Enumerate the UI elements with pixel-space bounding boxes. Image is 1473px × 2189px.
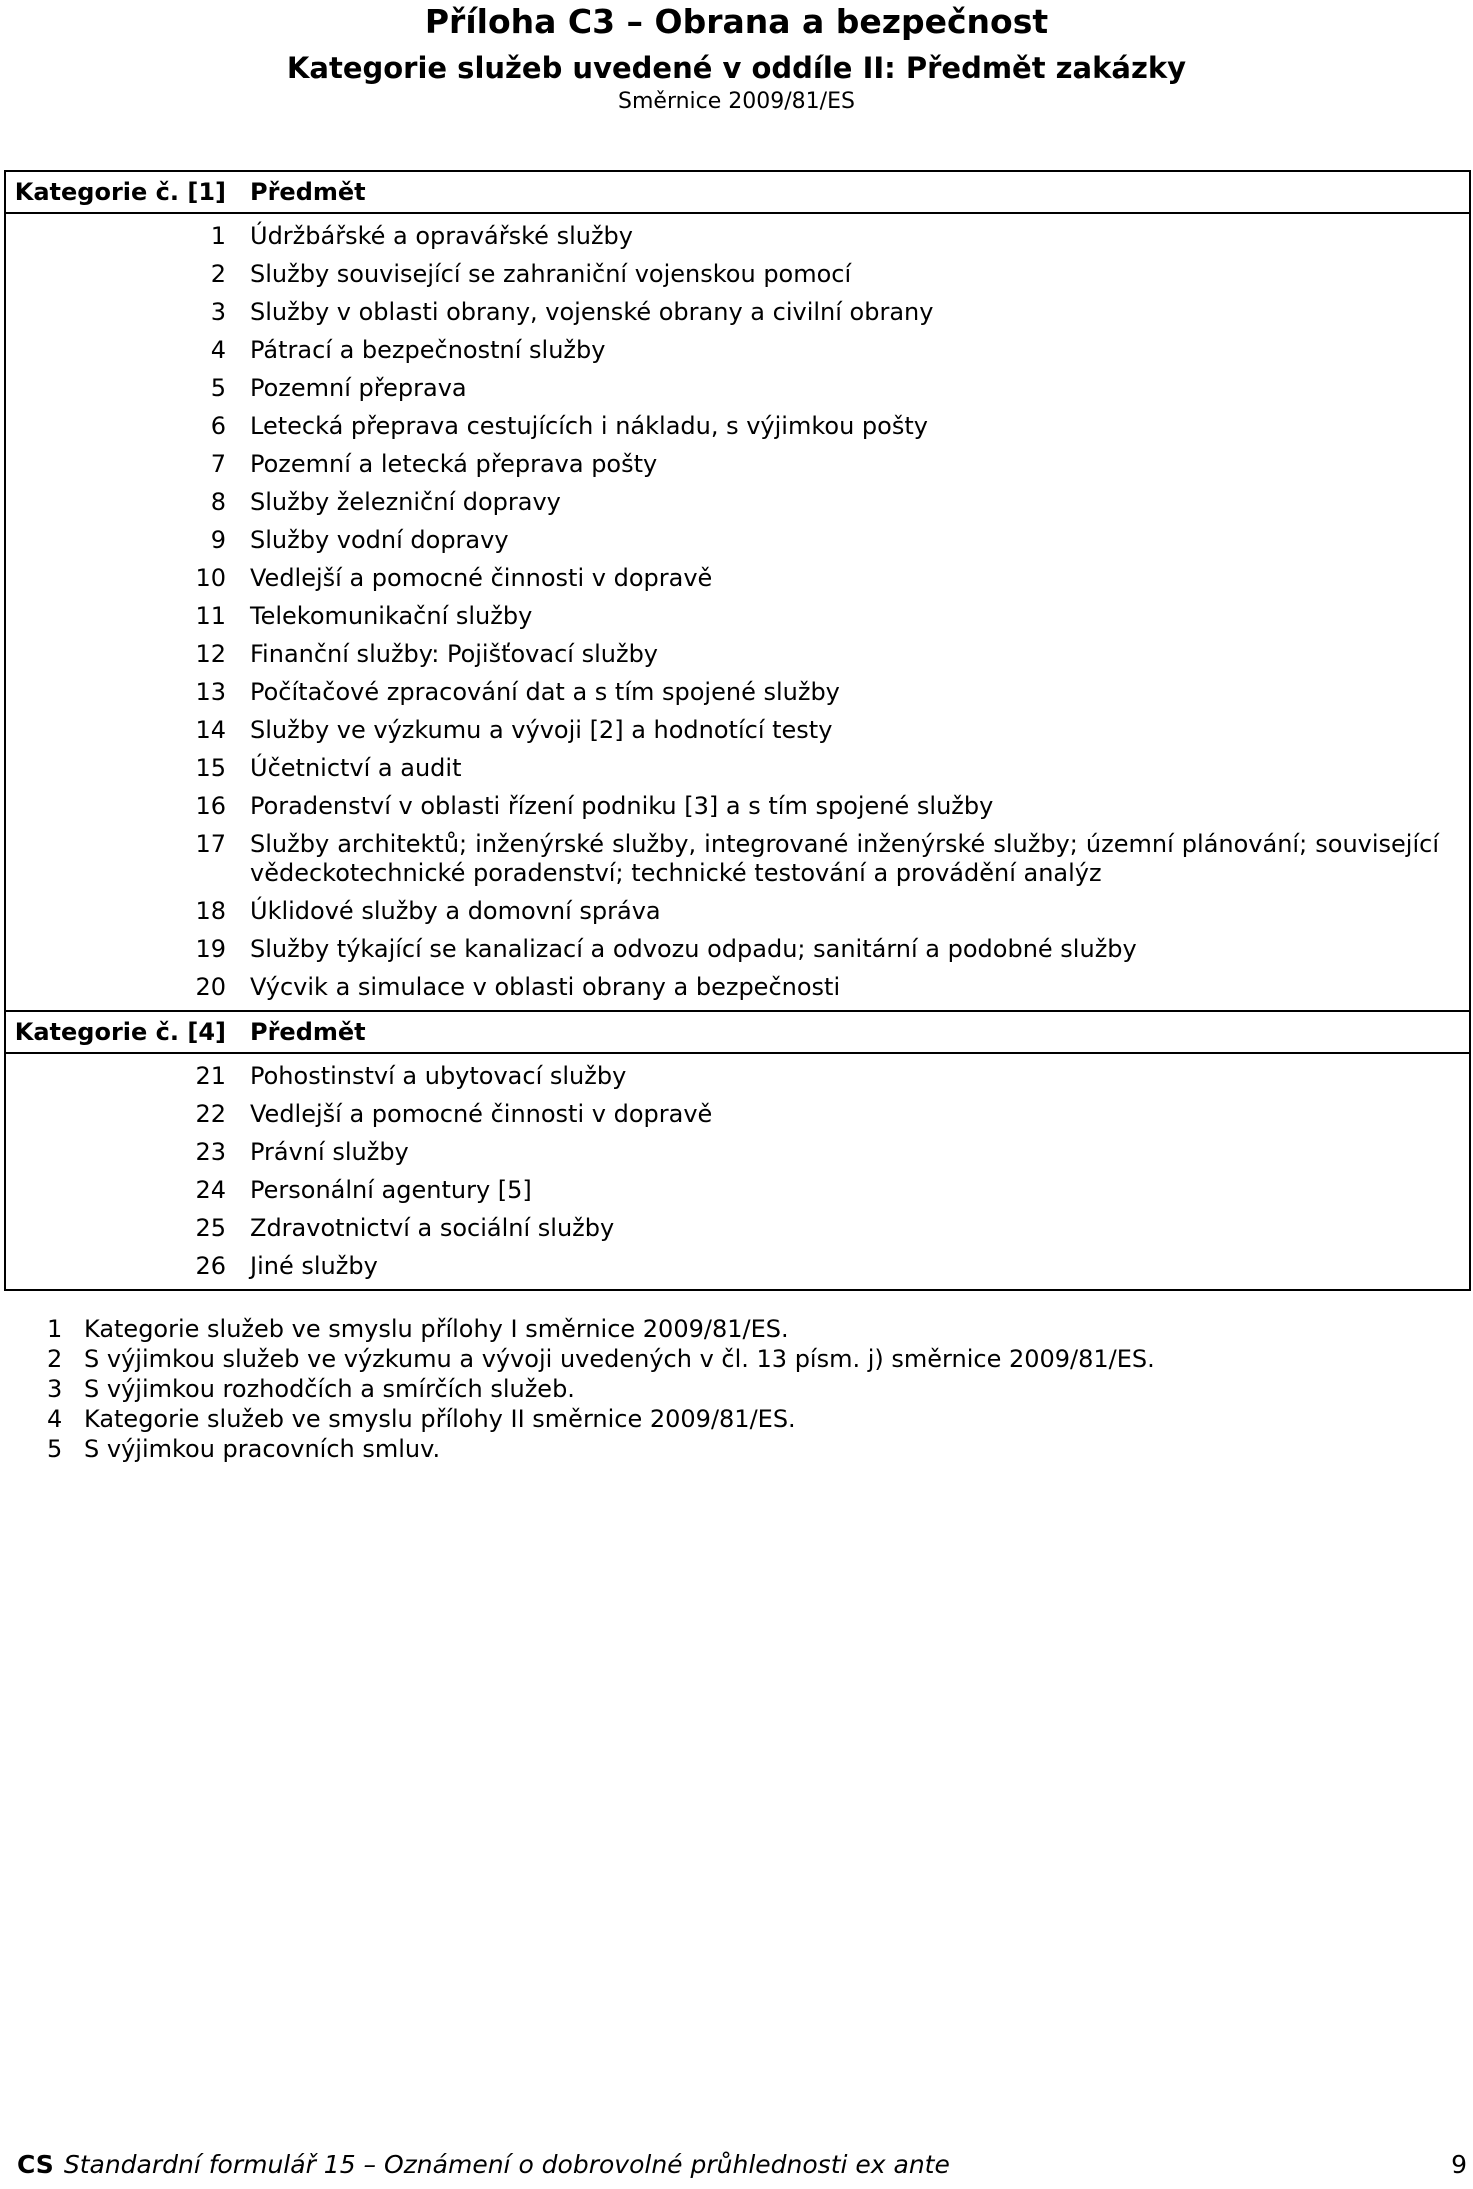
category-number: 21 [195,1062,226,1090]
service-categories-table [4,170,1471,1291]
footnote [47,1374,1427,1404]
table-row [5,256,1470,294]
category-subject: Pohostinství a ubytovací služby [250,1062,627,1090]
category-subject: Vedlejší a pomocné činnosti v dopravě [250,1100,713,1128]
category-number: 14 [195,716,226,744]
footnote-text: Kategorie služeb ve smyslu přílohy I směrnice 2009/81/ES. [84,1315,789,1343]
directive-reference: Směrnice 2009/81/ES [618,89,855,114]
category-subject: Telekomunikační služby [250,602,533,630]
footnote-text: Kategorie služeb ve smyslu přílohy II směrnice 2009/81/ES. [84,1405,796,1433]
table-row [5,522,1470,560]
footnote-number: 5 [47,1435,63,1463]
table-header-row [5,1011,1470,1053]
category-subject: Služby související se zahraniční vojenskou pomocí [250,260,852,288]
table-row [5,931,1470,969]
table-row [5,893,1470,931]
category-subject: Služby ve výzkumu a vývoji [2] a hodnotící testy [250,716,833,744]
footnote-number: 2 [47,1345,63,1373]
table-row [5,598,1470,636]
category-number: 18 [195,897,226,925]
category-column-header: Kategorie č. [4] [5,1011,250,1053]
category-number: 1 [210,222,226,250]
table-row [5,213,1470,256]
category-subject: Právní služby [250,1138,409,1166]
page-footer [17,2150,1467,2180]
category-subject: Poradenství v oblasti řízení podniku [3] a s tím spojené služby [250,792,994,820]
subject-column-header: Předmět [250,1011,1470,1053]
footnote [47,1344,1427,1374]
table-row [5,560,1470,598]
category-number: 7 [210,450,226,478]
footnote [47,1404,1427,1434]
category-number: 17 [195,830,226,858]
table-row [5,969,1470,1011]
table-row [5,370,1470,408]
category-number: 26 [195,1252,226,1280]
category-subject: Pozemní přeprava [250,374,467,402]
table-row [5,1248,1470,1290]
table-row [5,484,1470,522]
table-row [5,408,1470,446]
category-number: 8 [210,488,226,516]
category-subject: Pozemní a letecká přeprava pošty [250,450,658,478]
category-subject: Služby týkající se kanalizací a odvozu odpadu; sanitární a podobné služby [250,935,1137,963]
category-subject: Zdravotnictví a sociální služby [250,1214,615,1242]
category-subject: Jiné služby [250,1252,378,1280]
subject-column-header: Předmět [250,171,1470,213]
category-number: 10 [195,564,226,592]
category-number: 2 [210,260,226,288]
category-subject: Údržbářské a opravářské služby [250,222,633,250]
table-row [5,788,1470,826]
footnote-text: S výjimkou služeb ve výzkumu a vývoji uvedených v čl. 13 písm. j) směrnice 2009/81/ES. [84,1345,1155,1373]
table-row [5,1096,1470,1134]
category-subject: Služby vodní dopravy [250,526,509,554]
form-title: Standardní formulář 15 – Oznámení o dobrovolné průhlednosti ex ante [63,2150,950,2179]
table-row [5,332,1470,370]
category-subject: Účetnictví a audit [250,754,462,782]
footnote-number: 3 [47,1375,63,1403]
table-row [5,826,1470,893]
table-row [5,1210,1470,1248]
footnote-number: 1 [47,1315,63,1343]
category-number: 24 [195,1176,226,1204]
table-row [5,1172,1470,1210]
table-row [5,636,1470,674]
category-subject: Počítačové zpracování dat a s tím spojené služby [250,678,840,706]
footnote [47,1434,1427,1464]
category-number: 13 [195,678,226,706]
category-column-header: Kategorie č. [1] [5,171,250,213]
category-subject: Výcvik a simulace v oblasti obrany a bezpečnosti [250,973,841,1001]
table-row [5,294,1470,332]
category-number: 11 [195,602,226,630]
footnote-text: S výjimkou rozhodčích a smírčích služeb. [84,1375,575,1403]
table-row [5,674,1470,712]
footnote [47,1314,1427,1344]
category-number: 16 [195,792,226,820]
category-subject: Pátrací a bezpečnostní služby [250,336,606,364]
category-number: 3 [210,298,226,326]
category-subject: Služby železniční dopravy [250,488,561,516]
category-number: 12 [195,640,226,668]
table-row [5,446,1470,484]
page-number: 9 [1451,2150,1467,2179]
table-row [5,1053,1470,1096]
page-subtitle: Kategorie služeb uvedené v oddíle II: Předmět zakázky [286,51,1187,85]
category-subject: Vedlejší a pomocné činnosti v dopravě [250,564,713,592]
language-code: CS [17,2150,54,2179]
category-subject: Finanční služby: Pojišťovací služby [250,640,658,668]
table-header-row [5,171,1470,213]
category-subject: Služby v oblasti obrany, vojenské obrany a civilní obrany [250,298,934,326]
table-row [5,750,1470,788]
table-row [5,1134,1470,1172]
footnotes [47,1314,1427,1464]
category-number: 6 [210,412,226,440]
page-title: Příloha C3 – Obrana a bezpečnost [424,2,1049,41]
category-number: 4 [210,336,226,364]
category-number: 22 [195,1100,226,1128]
category-subject: Letecká přeprava cestujících i nákladu, s výjimkou pošty [250,412,928,440]
category-number: 5 [210,374,226,402]
category-number: 19 [195,935,226,963]
footnote-number: 4 [47,1405,63,1433]
table-row [5,712,1470,750]
footnote-text: S výjimkou pracovních smluv. [84,1435,441,1463]
category-number: 20 [195,973,226,1001]
category-number: 15 [195,754,226,782]
category-number: 9 [210,526,226,554]
category-subject: Služby architektů; inženýrské služby, integrované inženýrské služby; územní plánování; související vědeckotechnické poradenství; technické testování a provádění analýz [250,830,1439,887]
category-number: 25 [195,1214,226,1242]
category-number: 23 [195,1138,226,1166]
category-subject: Personální agentury [5] [250,1176,532,1204]
category-subject: Úklidové služby a domovní správa [250,897,661,925]
